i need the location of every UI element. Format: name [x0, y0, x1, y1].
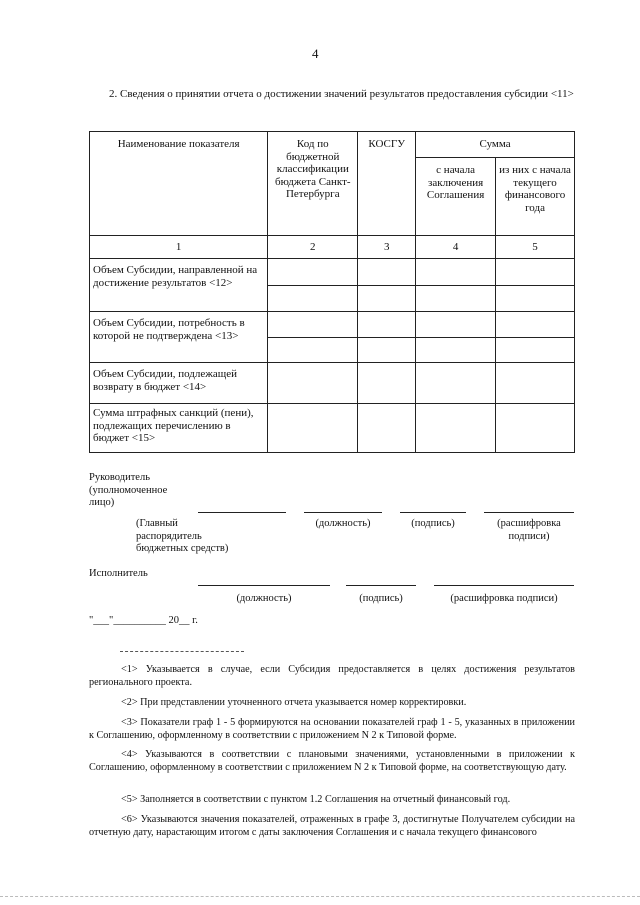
header-sum-since-year: из них с начала текущего финансового года [496, 158, 575, 236]
cell [496, 312, 575, 338]
cell [416, 338, 496, 363]
cell [496, 363, 575, 404]
cell [358, 312, 416, 338]
table-row [90, 259, 575, 286]
column-number: 2 [268, 236, 358, 259]
header-sum-since-agreement: с начала заключения Соглашения [416, 158, 496, 236]
head-signature-line [400, 512, 466, 513]
page-edge-line [0, 896, 640, 897]
head-position-line [304, 512, 382, 513]
footnote: <4> Указываются в соответствии с плановыми значениями, установленными в приложении к Соглашению, оформленному в соответствии с приложением N 2 к Типовой форме, на соответствующую дату. [89, 749, 575, 773]
executor-decoding-line [434, 585, 574, 586]
row-label: Объем Субсидии, потребность в которой не подтверждена <13> [90, 312, 268, 363]
section-title: 2. Сведения о принятии отчета о достижении значений результатов предоставления субсидии <11> [109, 88, 574, 100]
head-position-caption: (должность) [315, 518, 371, 529]
cell [416, 404, 496, 453]
head-label: Руководитель (уполномоченное лицо) [89, 472, 168, 508]
column-number: 5 [496, 236, 575, 259]
table-row [90, 404, 575, 453]
cell [496, 404, 575, 453]
cell [268, 286, 358, 312]
footnote: <6> Указываются значения показателей, отраженных в графе 3, достигнутые Получателем субсидии на отчетную дату, нарастающим итогом с даты заключения Соглашения и с начала текущего финансового [89, 814, 575, 838]
header-name: Наименование показателя [90, 132, 268, 236]
footnote: <2> При представлении уточненного отчета указывается номер корректировки. [121, 697, 467, 708]
footnote-separator [120, 651, 244, 652]
header-sum: Сумма [416, 132, 575, 158]
table-row [90, 312, 575, 338]
column-number: 4 [416, 236, 496, 259]
executor-decoding-caption: (расшифровка подписи) [450, 593, 558, 604]
footnote: <3> Показатели граф 1 - 5 формируются на основании показателей граф 1 - 5, указанных в приложении к Соглашению, оформленному в соответствии с приложением N 2 к Типовой форме. [89, 717, 575, 741]
cell [268, 259, 358, 286]
footnote: <5> Заполняется в соответствии с пунктом 1.2 Соглашения на отчетный финансовый год. [121, 794, 511, 805]
head-org-caption: (Главный распорядитель бюджетных средств) [136, 518, 229, 554]
cell [268, 404, 358, 453]
page-number: 4 [312, 46, 319, 61]
cell [358, 286, 416, 312]
executor-label: Исполнитель [89, 568, 148, 579]
head-decoding-line [484, 512, 574, 513]
head-signature-caption: (подпись) [411, 518, 455, 529]
cell [358, 363, 416, 404]
table-row [90, 363, 575, 404]
date-field: "___"__________ 20__ г. [89, 615, 198, 626]
cell [416, 363, 496, 404]
column-number: 3 [358, 236, 416, 259]
header-code: Код по бюджетной классификации бюджета Санкт-Петербурга [268, 132, 358, 236]
report-table [89, 131, 575, 453]
row-label: Объем Субсидии, подлежащей возврату в бюджет <14> [90, 363, 268, 404]
column-number: 1 [90, 236, 268, 259]
cell [416, 259, 496, 286]
head-org-line [198, 512, 286, 513]
cell [358, 259, 416, 286]
footnote: <1> Указывается в случае, если Субсидия предоставляется в целях достижения результатов регионального проекта. [89, 664, 575, 688]
cell [416, 312, 496, 338]
cell [496, 286, 575, 312]
executor-position-caption: (должность) [236, 593, 292, 604]
executor-position-line [198, 585, 330, 586]
cell [358, 404, 416, 453]
cell [268, 312, 358, 338]
cell [268, 363, 358, 404]
cell [268, 338, 358, 363]
cell [496, 259, 575, 286]
row-label: Объем Субсидии, направленной на достижение результатов <12> [90, 259, 268, 312]
executor-signature-line [346, 585, 416, 586]
head-decoding-caption: (расшифровка подписи) [497, 518, 561, 542]
column-number-row [90, 236, 575, 259]
executor-signature-caption: (подпись) [359, 593, 403, 604]
header-kosgu: КОСГУ [358, 132, 416, 236]
cell [358, 338, 416, 363]
cell [416, 286, 496, 312]
cell [496, 338, 575, 363]
row-label: Сумма штрафных санкций (пени), подлежащих перечислению в бюджет <15> [90, 404, 268, 453]
